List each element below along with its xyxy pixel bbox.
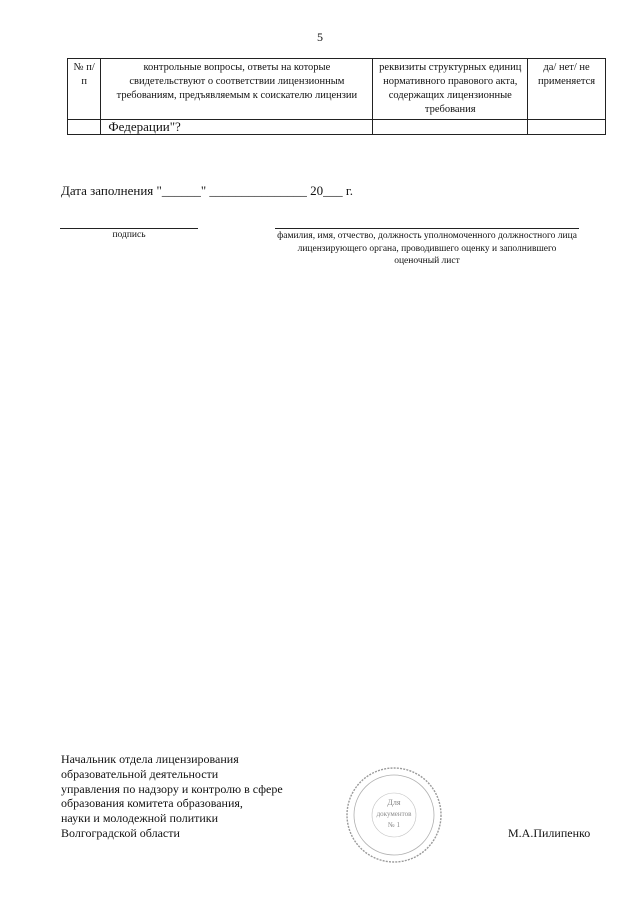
signature-label: подпись: [112, 230, 146, 240]
signer-position-line: образования комитета образования,: [61, 796, 243, 811]
signature-line: [60, 228, 198, 229]
signer-position-line: управления по надзору и контролю в сфере: [61, 781, 283, 796]
checklist-table: [67, 58, 606, 135]
fill-date-line: Дата заполнения "______" _______________ 20___ г.: [61, 183, 354, 198]
page-number: 5: [317, 30, 323, 44]
stamp-text-line: Для: [387, 798, 401, 807]
stamp-text-line: № 1: [388, 821, 400, 829]
official-stamp: [344, 765, 444, 865]
signer-position: [61, 752, 283, 841]
official-name-line: [275, 228, 579, 229]
header-number: № п/п: [68, 59, 101, 120]
signer-name: М.А.Пилипенко: [508, 826, 591, 840]
signer-position-line: науки и молодежной политики: [61, 811, 219, 826]
table-cell-question: Федерации"?: [101, 120, 373, 135]
official-name-label: фамилия, имя, отчество, должность уполномоченного должностного лица лицензирующего органа, проводившего оценку и заполнившего оценочный лист: [277, 231, 577, 266]
signer-position-line: Волгоградской области: [61, 825, 180, 840]
table-row: [68, 120, 606, 135]
signer-position-line: Начальник отдела лицензирования: [61, 752, 239, 766]
table-header-row: [68, 59, 606, 120]
header-requisites: реквизиты структурных единиц нормативного правового акта, содержащих лицензионные требования: [373, 59, 528, 120]
table-cell-answer: [528, 120, 606, 135]
header-questions: контрольные вопросы, ответы на которые свидетельствуют о соответствии лицензионным требованиям, предъявляемым к соискателю лицензии: [101, 59, 373, 120]
table-cell-requisites: [373, 120, 528, 135]
stamp-text-line: документов: [376, 810, 412, 818]
signer-position-line: образовательной деятельности: [61, 766, 219, 781]
header-answer: да/ нет/ не применяется: [528, 59, 606, 120]
table-cell-number: [68, 120, 101, 135]
